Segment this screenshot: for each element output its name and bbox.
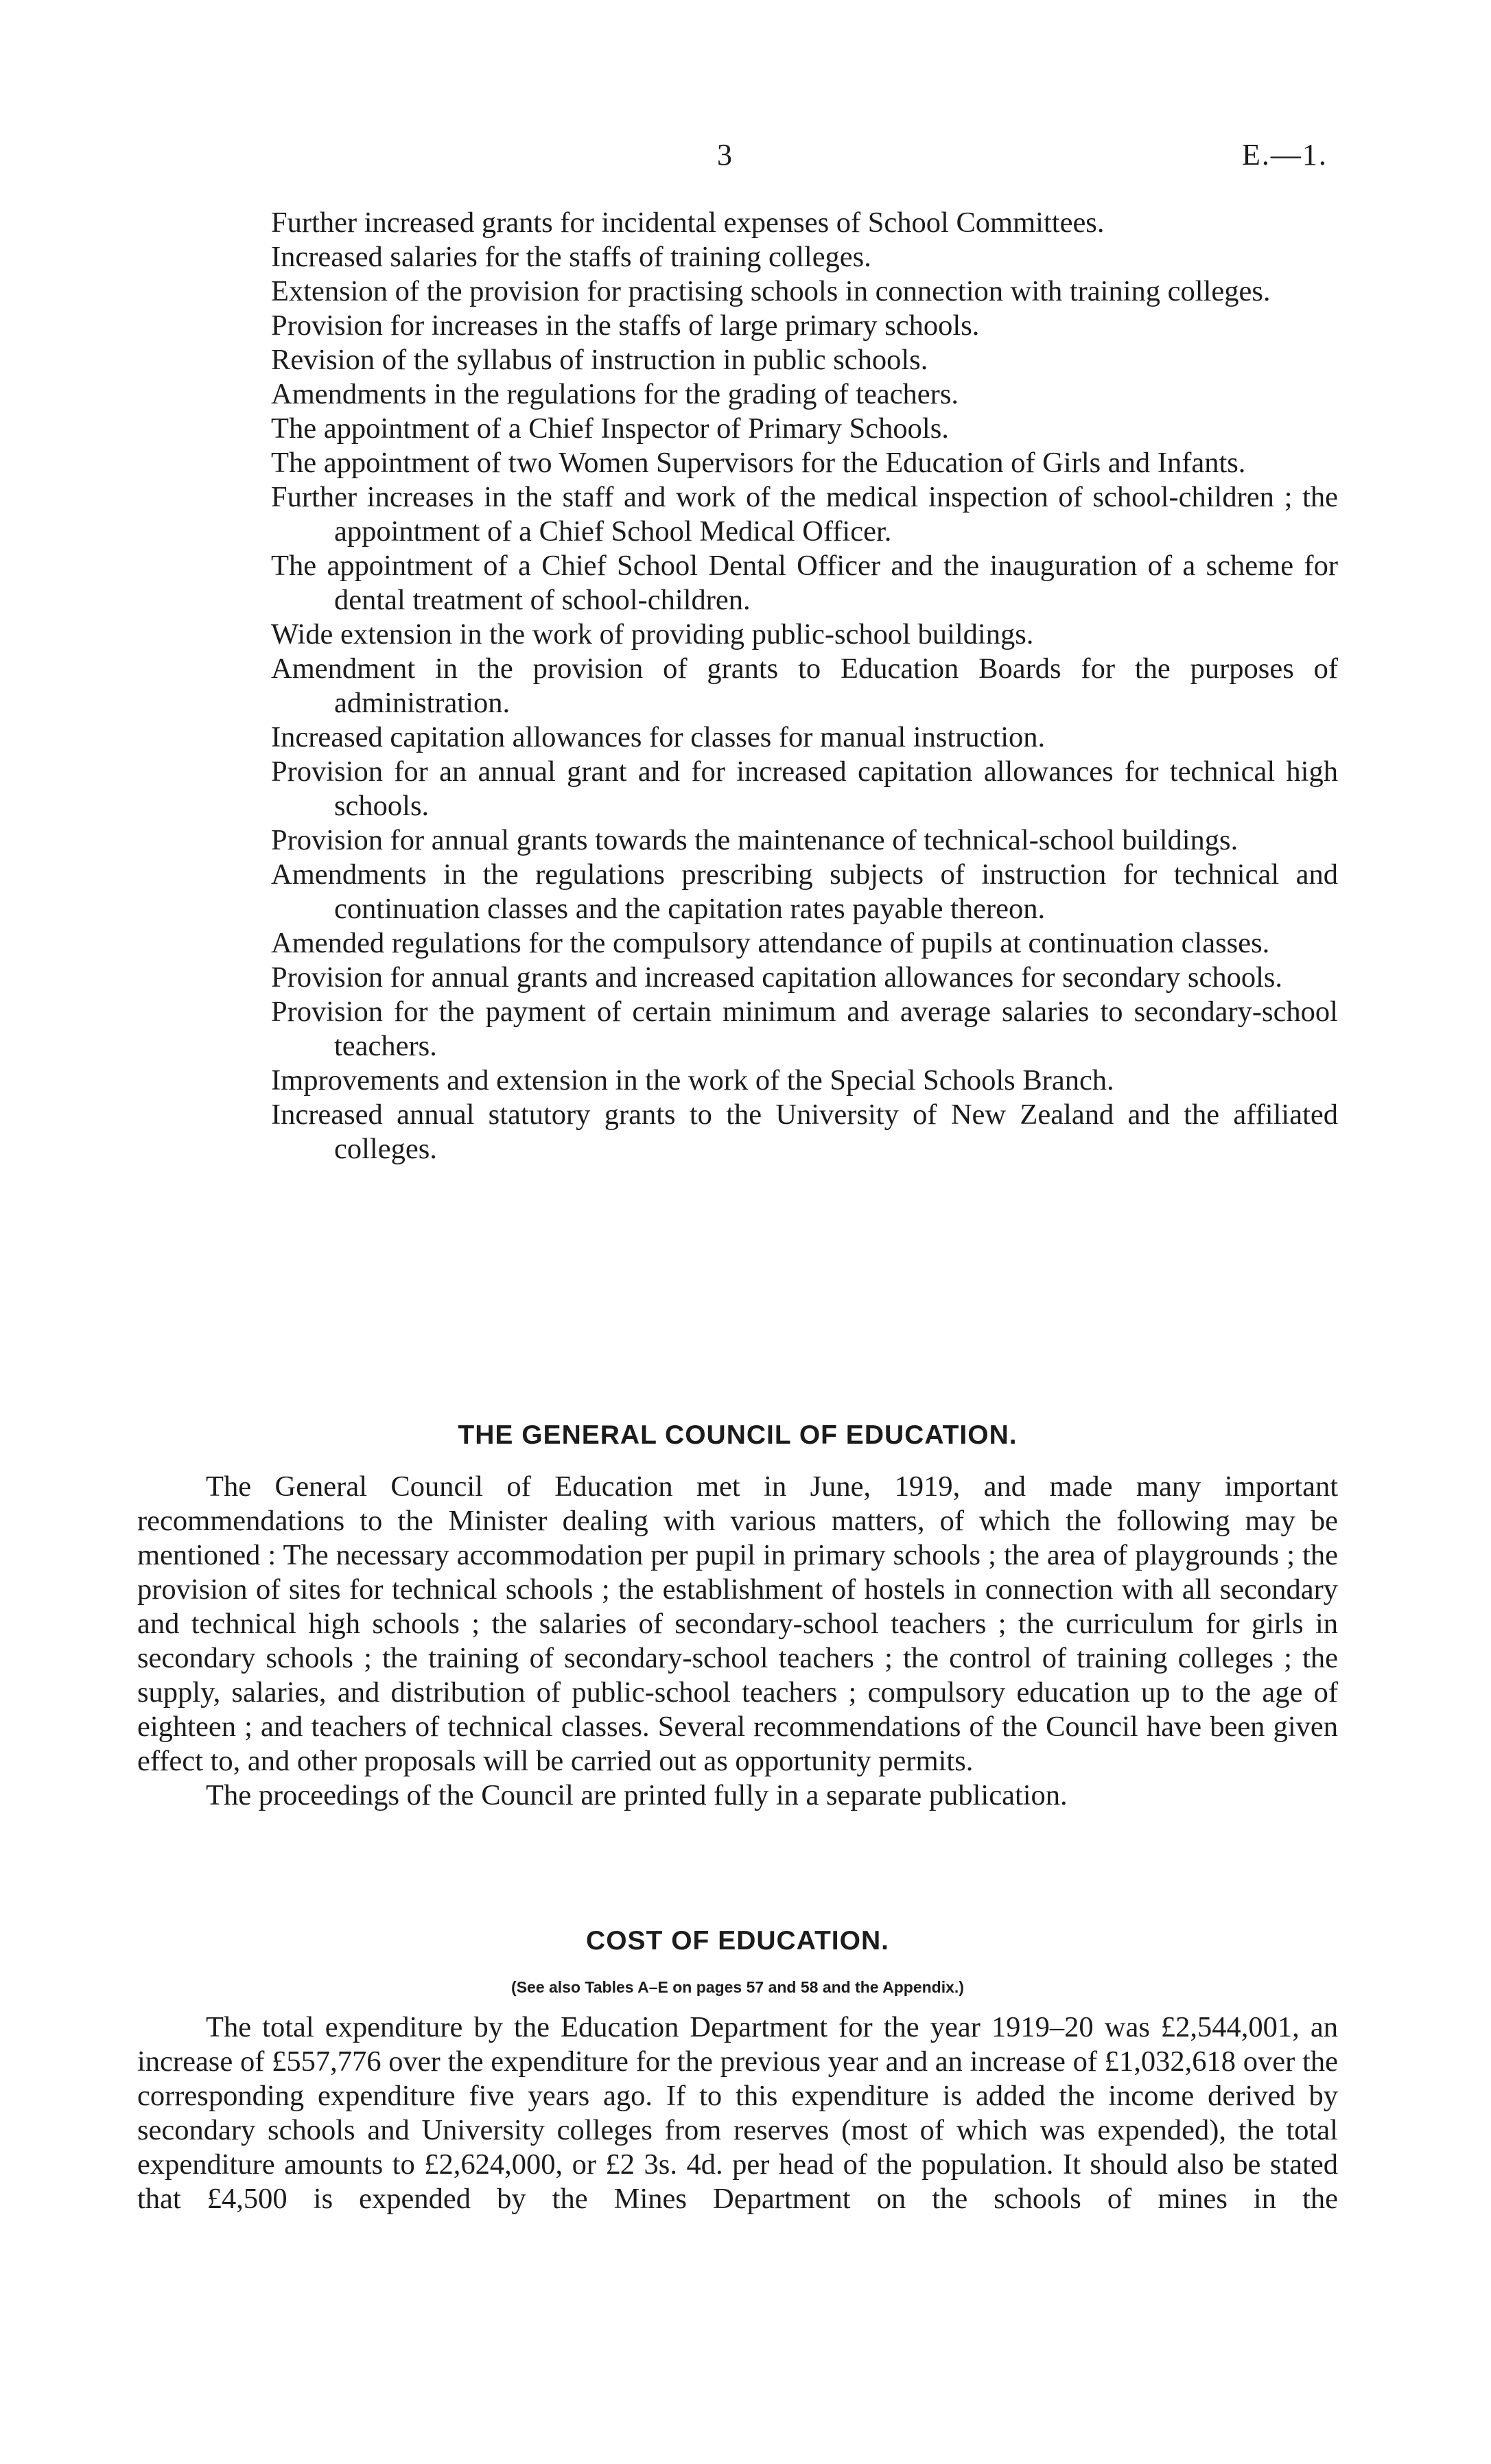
- list-item: The appointment of a Chief School Dental Officer and the inauguration of a scheme for dental treatment of school-children.: [271, 550, 1338, 616]
- list-item: Provision for annual grants towards the maintenance of technical-school buildings.: [271, 824, 1238, 856]
- list-item: Increased annual statutory grants to the University of New Zealand and the affiliated colleges.: [271, 1099, 1338, 1165]
- list-item: Wide extension in the work of providing public-school buildings.: [271, 618, 1034, 650]
- cost-of-education-paragraph: The total expenditure by the Education Department for the year 1919–20 was £2,544,001, an increase of £557,776 over the expenditure for the previous year and an increase of £1,032,618 over the corresponding expenditure five years ago. If to this expenditure is added the income derived by secondary schools and University colleges from reserves (most of which was expended), the total expenditure amounts to £2,624,000, or £2 3s. 4d. per head of the population. It should also be stated that £4,500 is expended by the Mines Department on the schools of mines in the: [137, 2011, 1338, 2215]
- general-council-section: [137, 1470, 1338, 1813]
- list-item: Provision for annual grants and increased capitation allowances for secondary schools.: [271, 961, 1283, 994]
- list-item: Amendments in the regulations prescribing subjects of instruction for technical and continuation classes and the capitation rates payable thereon.: [271, 858, 1338, 925]
- list-item: Increased salaries for the staffs of training colleges.: [271, 241, 871, 273]
- list-item: Revision of the syllabus of instruction in public schools.: [271, 344, 928, 376]
- list-item: Increased capitation allowances for classes for manual instruction.: [271, 721, 1046, 753]
- page-number: 3: [717, 138, 732, 172]
- list-item: Provision for an annual grant and for increased capitation allowances for technical high schools.: [271, 755, 1338, 822]
- list-item: Amendments in the regulations for the grading of teachers.: [271, 378, 959, 410]
- general-council-paragraph: The General Council of Education met in June, 1919, and made many important recommendations to the Minister dealing with various matters, of which the following may be mentioned : The necessary accommodation per pupil in primary schools ; the area of playgrounds ; the provision of sites for technical schools ; the establishment of hostels in connection with all secondary and technical high schools ; the salaries of secondary-school teachers ; the curriculum for girls in secondary schools ; the training of secondary-school teachers ; the control of training colleges ; the supply, salaries, and distribution of public-school teachers ; compulsory education up to the age of eighteen ; and teachers of technical classes. Several recommendations of the Council have been given effect to, and other proposals will be carried out as opportunity permits.: [137, 1470, 1338, 1777]
- tables-reference-note: (See also Tables A–E on pages 57 and 58 and the Appendix.): [511, 1978, 964, 1996]
- list-item: Amended regulations for the compulsory attendance of pupils at continuation classes.: [271, 927, 1270, 959]
- list-item: Improvements and extension in the work of the Special Schools Branch.: [271, 1064, 1114, 1096]
- list-item: Provision for increases in the staffs of large primary schools.: [271, 309, 980, 342]
- cost-of-education-section: [137, 2010, 1338, 2216]
- general-council-heading: THE GENERAL COUNCIL OF EDUCATION.: [458, 1420, 1018, 1450]
- list-item: The appointment of a Chief Inspector of Primary Schools.: [271, 412, 949, 445]
- list-item: Extension of the provision for practising schools in connection with training colleges.: [271, 275, 1271, 307]
- document-reference: E.—1.: [1242, 138, 1328, 172]
- list-item: Amendment in the provision of grants to Education Boards for the purposes of administration.: [271, 653, 1338, 719]
- general-council-paragraph: The proceedings of the Council are printed fully in a separate publication.: [206, 1779, 1068, 1811]
- list-item: Further increases in the staff and work of the medical inspection of school-children ; the appointment of a Chief School Medical Officer.: [271, 481, 1338, 548]
- list-item: Further increased grants for incidental expenses of School Committees.: [271, 207, 1105, 239]
- cost-of-education-heading: COST OF EDUCATION.: [586, 1926, 889, 1956]
- list-item: Provision for the payment of certain minimum and average salaries to secondary-school teachers.: [271, 996, 1338, 1062]
- improvements-list: [271, 206, 1338, 1166]
- list-item: The appointment of two Women Supervisors for the Education of Girls and Infants.: [271, 447, 1246, 479]
